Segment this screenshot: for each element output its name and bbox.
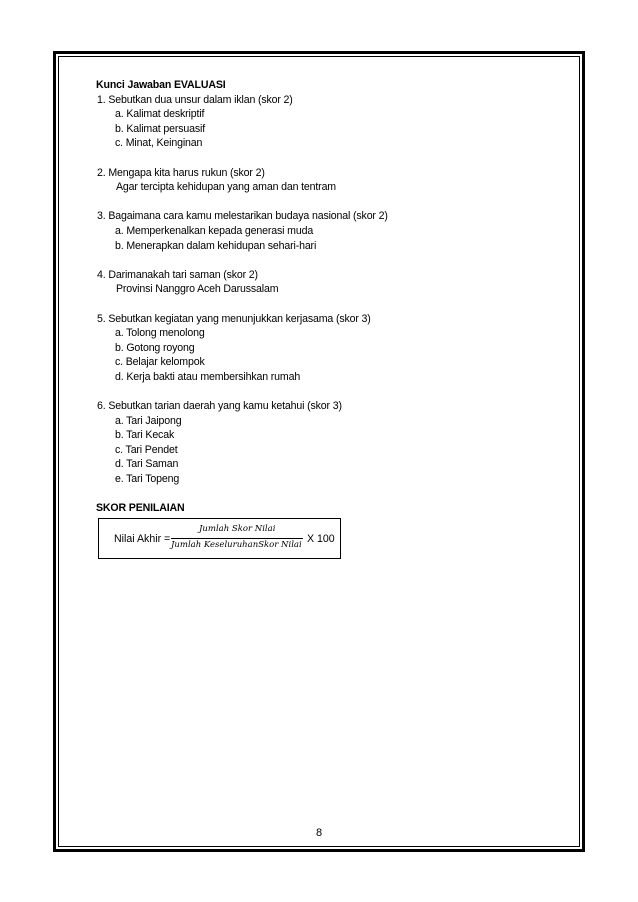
question-4: 4. Darimanakah tari saman (skor 2) (97, 268, 258, 281)
formula-denominator: Jumlah KeseluruhanSkor Nilai (171, 540, 302, 550)
answer-1c: c. Minat, Keinginan (115, 137, 203, 150)
answer-6b: b. Tari Kecak (115, 429, 175, 442)
answer-6e: e. Tari Topeng (115, 473, 180, 486)
answer-6d: d. Tari Saman (115, 458, 179, 471)
answer-1a: a. Kalimat deskriptif (115, 108, 205, 121)
formula-label: Nilai Akhir = (114, 533, 171, 545)
answer-1b: b. Kalimat persuasif (115, 122, 206, 135)
question-1: 1. Sebutkan dua unsur dalam iklan (skor 2) (97, 93, 293, 106)
answer-key-content (96, 78, 536, 516)
answer-2: Agar tercipta kehidupan yang aman dan tentram (116, 181, 336, 194)
question-5: 5. Sebutkan kegiatan yang menunjukkan kerjasama (skor 3) (97, 312, 371, 325)
answer-6c: c. Tari Pendet (115, 443, 178, 456)
answer-key-title: Kunci Jawaban EVALUASI (96, 79, 226, 91)
formula-numerator: Jumlah Skor Nilai (199, 524, 276, 534)
answer-5a: a. Tolong menolong (115, 327, 205, 340)
answer-5c: c. Belajar kelompok (115, 356, 205, 369)
page-number: 8 (315, 827, 323, 839)
question-2: 2. Mengapa kita harus rukun (skor 2) (97, 166, 265, 179)
score-formula-box (98, 518, 341, 559)
answer-5d: d. Kerja bakti atau membersihkan rumah (115, 370, 301, 383)
answer-3a: a. Memperkenalkan kepada generasi muda (115, 224, 314, 237)
formula-multiplier: X 100 (307, 533, 335, 545)
answer-3b: b. Menerapkan dalam kehidupan sehari-hari (115, 239, 317, 252)
question-6: 6. Sebutkan tarian daerah yang kamu ketahui (skor 3) (97, 400, 342, 413)
answer-6a: a. Tari Jaipong (115, 414, 182, 427)
fraction-line (171, 538, 303, 539)
question-3: 3. Bagaimana cara kamu melestarikan budaya nasional (skor 2) (97, 210, 388, 223)
answer-4: Provinsi Nanggro Aceh Darussalam (116, 283, 279, 296)
skor-penilaian-title: SKOR PENILAIAN (96, 502, 185, 515)
answer-5b: b. Gotong royong (115, 341, 195, 354)
